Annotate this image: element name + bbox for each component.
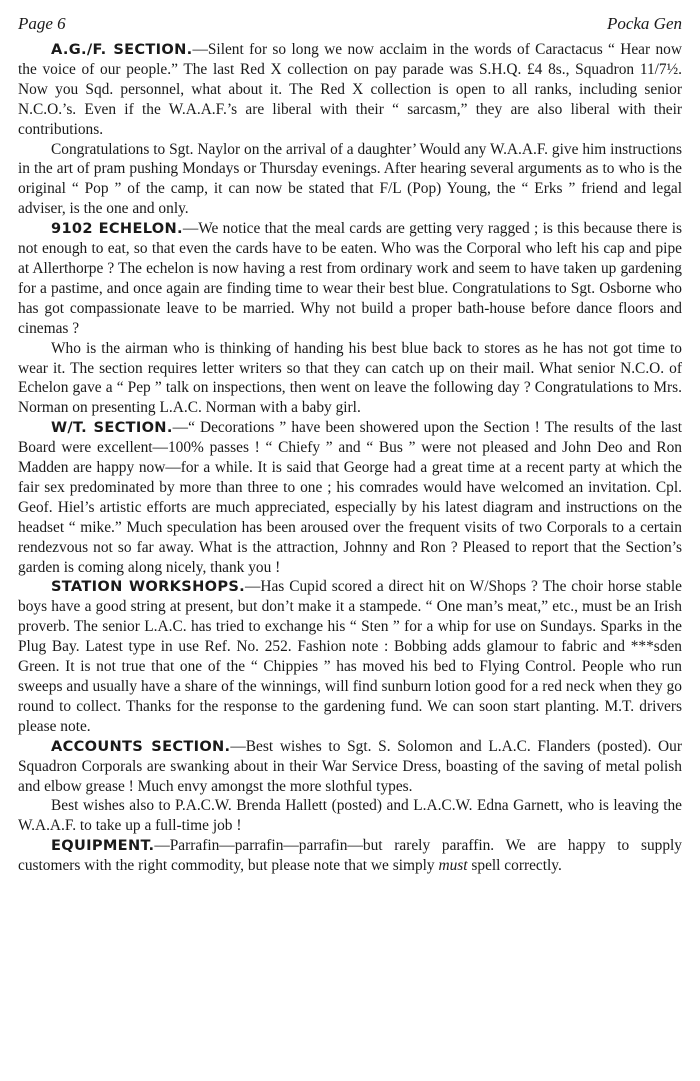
emphasis-text: must bbox=[438, 857, 468, 875]
section-equipment-para-1 bbox=[18, 836, 682, 876]
section-heading-echelon: 9102 ECHELON. bbox=[51, 220, 183, 238]
article-body bbox=[18, 40, 682, 876]
section-heading-accounts: ACCOUNTS SECTION. bbox=[51, 737, 231, 755]
page-header bbox=[18, 14, 682, 40]
page-number: Page 6 bbox=[18, 14, 66, 33]
section-text: —“ Decorations ” have been showered upon the Section ! The results of the last Board were excellent—100% passes ! “ Chiefy ” and “ Bus ” were not pleased and John Deo and Ron Madden are happy now—for a while. It is said that George had a great time at a recent party at which the fair sex predominated by more than three to one ; his comrades would have welcomed an invitation. Cpl. Geof. Hiel’s artistic efforts are much appreciated, especially by his latest diagram and instructions on the headset “ mike.” Much speculation has been aroused over the frequent visits of two Corporals to a certain rendezvous not so far away. What is the attraction, Johnny and Ron ? Pleased to report that the Section’s garden is coming along nicely, thank you ! bbox=[18, 419, 682, 576]
section-echelon-para-2: Who is the airman who is thinking of handing his best blue back to stores as he has not got time to wear it. The section requires letter writers so that they can catch up on their mail. What senior N.C.O. of Echelon gave a “ Pep ” talk on inspections, then went on leave the following day ? Congratulations to Mrs. Norman on presenting L.A.C. Norman with a baby girl. bbox=[18, 339, 682, 417]
section-agf-para-1 bbox=[18, 40, 682, 140]
section-text: —Silent for so long we now acclaim in the words of Caractacus “ Hear now the voice of our people.” The last Red X collection on pay parade was S.H.Q. £4 8s., Squadron 11/7½. Now you Sqd. personnel, what about it. The Red X collection is open to all ranks, including senior N.C.O.’s. Even if the W.A.A.F.’s are liberal with their “ sarcasm,” they are also liberal with their contributions. bbox=[18, 41, 682, 138]
section-text: —Parrafin—parrafin—parrafin—but rarely paraffin. We are happy to supply customers with the right commodity, but please note that we simply bbox=[18, 837, 682, 875]
section-wt-para-1 bbox=[18, 418, 682, 577]
section-text: —Best wishes to Sgt. S. Solomon and L.A.C. Flanders (posted). Our Squadron Corporals are swanking about in their War Service Dress, boasting of the saving of metal polish and elbow grease ! Much envy amongst the more slothful types. bbox=[18, 737, 682, 795]
section-text: —Has Cupid scored a direct hit on W/Shops ? The choir horse stable boys have a good string at present, but don’t make it a stampede. “ One man’s meat,” etc., must be an Irish proverb. The senior L.A.C. has tried to exchange his “ Sten ” for a whip for use on Sundays. Sparks in the Plug Bay. Latest type in use Ref. No. 252. Fashion note : Bobbing adds glamour to fabric and ***sden Green. It is not true that one of the “ Chippies ” has moved his bed to Flying Control. People who run sweeps and usually have a share of the winnings, will find sunburn lotion good for a red neck when they go round to collect. Thanks for the response to the gardening fund. We can soon start planting. M.T. drivers please note. bbox=[18, 578, 682, 735]
section-text: spell correctly. bbox=[467, 857, 562, 875]
section-echelon-para-1 bbox=[18, 219, 682, 338]
section-heading-equipment: EQUIPMENT. bbox=[51, 837, 155, 855]
section-heading-workshops: STATION WORKSHOPS. bbox=[51, 578, 245, 596]
section-agf-para-2: Congratulations to Sgt. Naylor on the arrival of a daughter’ Would any W.A.A.F. give him instructions in the art of pram pushing Mondays or Thursday evenings. After hearing several arguments as to who is the original “ Pop ” of the camp, it can now be stated that F/L (Pop) Young, the “ Erks ” friend and legal adviser, is the one and only. bbox=[18, 140, 682, 218]
section-text: —We notice that the meal cards are getting very ragged ; is this because there is not enough to eat, so that even the cards have to be eaten. Who was the Corporal who left his cap and pipe at Allerthorpe ? The echelon is now having a rest from ordinary work and seem to have taken up gardening for a pastime, and once again are finding time to wear their best blue. Congratulations to Sgt. Osborne who has got compassionate leave to be married. Why not build a proper bath-house before dance floors and cinemas ? bbox=[18, 220, 682, 337]
section-accounts-para-1 bbox=[18, 737, 682, 797]
publication-title: Pocka Gen bbox=[606, 14, 682, 33]
section-heading-wt: W/T. SECTION. bbox=[51, 419, 173, 437]
section-accounts-para-2: Best wishes also to P.A.C.W. Brenda Hallett (posted) and L.A.C.W. Edna Garnett, who is leaving the W.A.A.F. to take up a full-time job ! bbox=[18, 797, 682, 835]
section-heading-agf: A.G./F. SECTION. bbox=[51, 41, 193, 58]
section-workshops-para-1 bbox=[18, 577, 682, 736]
